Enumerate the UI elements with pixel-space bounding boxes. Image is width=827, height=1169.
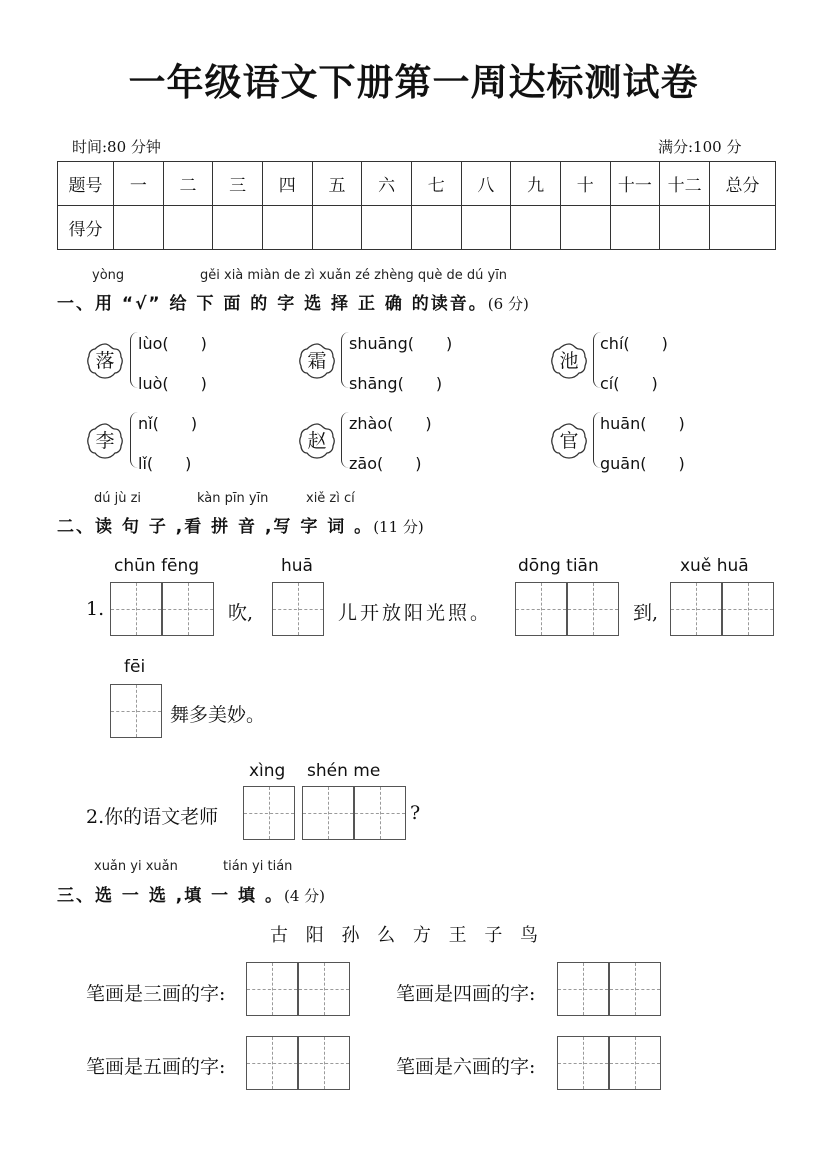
writing-box[interactable] <box>162 582 214 636</box>
flower-char: 赵 <box>307 430 327 452</box>
score-table-cell: 九 <box>511 162 561 206</box>
pinyin-option[interactable]: shuāng( ) <box>349 334 453 353</box>
pinyin-option[interactable]: zhào( ) <box>349 414 432 433</box>
writing-box[interactable] <box>722 582 774 636</box>
writing-box[interactable] <box>609 1036 661 1090</box>
pinyin-shen-me: shén me <box>307 761 381 781</box>
sentence-text: 舞多美妙。 <box>170 704 266 726</box>
score-input-cell[interactable] <box>511 206 561 250</box>
sentence-text: 儿开放阳光照。 <box>338 602 493 624</box>
writing-box[interactable] <box>670 582 722 636</box>
writing-box[interactable] <box>557 962 609 1016</box>
score-table-cell: 八 <box>461 162 511 206</box>
score-table-cell: 六 <box>362 162 412 206</box>
section1-heading-text: 一、用 “√” 给 下 面 的 字 选 择 正 确 的读音。 <box>57 294 488 314</box>
writing-box[interactable] <box>243 786 295 840</box>
writing-box[interactable] <box>298 1036 350 1090</box>
stroke-label: 笔画是六画的字: <box>396 1056 536 1078</box>
score-table-cell: 总分 <box>710 162 776 206</box>
sentence-text: 到, <box>633 602 659 624</box>
pinyin-option[interactable]: cí( ) <box>600 374 658 393</box>
score-table-cell: 二 <box>163 162 213 206</box>
section2-points: (11 分) <box>373 518 424 536</box>
pinyin-chun-feng: chūn fēng <box>114 556 200 576</box>
pinyin-option[interactable]: chí( ) <box>600 334 668 353</box>
section2-heading <box>57 512 424 537</box>
writing-box[interactable] <box>110 582 162 636</box>
character-choices: 古 阳 孙 么 方 王 子 鸟 <box>270 925 545 946</box>
score-table <box>57 161 776 250</box>
writing-box[interactable] <box>246 962 298 1016</box>
score-table-score-row <box>58 206 776 250</box>
stroke-label: 笔画是三画的字: <box>86 983 226 1005</box>
section2-pinyin: dú jù zi <box>94 491 142 506</box>
pinyin-fei: fēi <box>124 657 146 677</box>
pinyin-option[interactable]: zāo( ) <box>349 454 422 473</box>
score-input-cell[interactable] <box>163 206 213 250</box>
section3-pinyin: tián yi tián <box>223 859 293 874</box>
exam-time: 时间:80 分钟 <box>72 138 161 156</box>
score-input-cell[interactable] <box>710 206 776 250</box>
score-input-cell[interactable] <box>312 206 362 250</box>
question-text: 2.你的语文老师 <box>86 806 219 828</box>
section1-pinyin-rest: gěi xià miàn de zì xuǎn zé zhèng què de dú yīn <box>200 268 508 283</box>
writing-box[interactable] <box>567 582 619 636</box>
score-table-cell: 十一 <box>610 162 660 206</box>
flower-char-badge <box>550 342 588 380</box>
section3-points: (4 分) <box>283 887 325 905</box>
score-input-cell[interactable] <box>411 206 461 250</box>
pinyin-option[interactable]: huān( ) <box>600 414 685 433</box>
section1-points: (6 分) <box>487 295 529 313</box>
writing-box[interactable] <box>110 684 162 738</box>
stroke-label: 笔画是四画的字: <box>396 983 536 1005</box>
full-score: 满分:100 分 <box>658 138 742 156</box>
score-input-cell[interactable] <box>560 206 610 250</box>
score-table-cell: 一 <box>114 162 164 206</box>
flower-char-badge <box>298 422 336 460</box>
score-input-cell[interactable] <box>262 206 312 250</box>
score-input-cell[interactable] <box>213 206 263 250</box>
question-number: 1. <box>86 598 105 620</box>
flower-char: 官 <box>559 430 579 452</box>
writing-box[interactable] <box>246 1036 298 1090</box>
pinyin-xing: xìng <box>249 761 286 781</box>
flower-char-badge <box>86 342 124 380</box>
flower-char: 池 <box>559 350 579 372</box>
pinyin-option[interactable]: guān( ) <box>600 454 685 473</box>
stroke-label: 笔画是五画的字: <box>86 1056 226 1078</box>
score-row-label: 得分 <box>58 206 114 250</box>
writing-box[interactable] <box>298 962 350 1016</box>
score-table-cell: 五 <box>312 162 362 206</box>
score-input-cell[interactable] <box>362 206 412 250</box>
writing-box[interactable] <box>609 962 661 1016</box>
question-mark: ? <box>410 802 421 824</box>
writing-box[interactable] <box>557 1036 609 1090</box>
section3-heading-text: 三、选 一 选 ,填 一 填 。 <box>57 886 284 906</box>
section2-heading-text: 二、读 句 子 ,看 拼 音 ,写 字 词 。 <box>57 517 374 537</box>
score-input-cell[interactable] <box>114 206 164 250</box>
flower-char-badge <box>298 342 336 380</box>
pinyin-option[interactable]: nǐ( ) <box>138 414 198 433</box>
pinyin-hua: huā <box>281 556 313 576</box>
score-input-cell[interactable] <box>461 206 511 250</box>
score-table-cell: 四 <box>262 162 312 206</box>
section1-heading <box>57 289 529 314</box>
writing-box[interactable] <box>354 786 406 840</box>
pinyin-option[interactable]: lùo( ) <box>138 334 207 353</box>
section1-pinyin-yong: yòng <box>92 268 125 283</box>
flower-char-badge <box>550 422 588 460</box>
section3-heading <box>57 881 325 906</box>
sentence-text: 吹, <box>228 602 254 624</box>
score-table-cell: 十二 <box>660 162 710 206</box>
flower-char: 落 <box>95 350 115 372</box>
score-table-cell: 三 <box>213 162 263 206</box>
pinyin-option[interactable]: lǐ( ) <box>138 454 192 473</box>
flower-char-badge <box>86 422 124 460</box>
score-table-header-row <box>58 162 776 206</box>
flower-char: 李 <box>95 430 115 452</box>
page-title: 一年级语文下册第一周达标测试卷 <box>128 61 699 104</box>
score-table-cell: 题号 <box>58 162 114 206</box>
pinyin-option[interactable]: shāng( ) <box>349 374 443 393</box>
score-input-cell[interactable] <box>610 206 660 250</box>
score-table-cell: 十 <box>560 162 610 206</box>
writing-box[interactable] <box>272 582 324 636</box>
flower-char: 霜 <box>307 350 327 372</box>
score-input-cell[interactable] <box>660 206 710 250</box>
section2-pinyin: kàn pīn yīn <box>197 491 269 506</box>
section3-pinyin: xuǎn yi xuǎn <box>94 859 178 874</box>
pinyin-option[interactable]: luò( ) <box>138 374 207 393</box>
pinyin-xue-hua: xuě huā <box>680 556 749 576</box>
pinyin-dong-tian: dōng tiān <box>518 556 599 576</box>
writing-box[interactable] <box>302 786 354 840</box>
score-table-cell: 七 <box>411 162 461 206</box>
writing-box[interactable] <box>515 582 567 636</box>
section2-pinyin: xiě zì cí <box>306 491 355 506</box>
